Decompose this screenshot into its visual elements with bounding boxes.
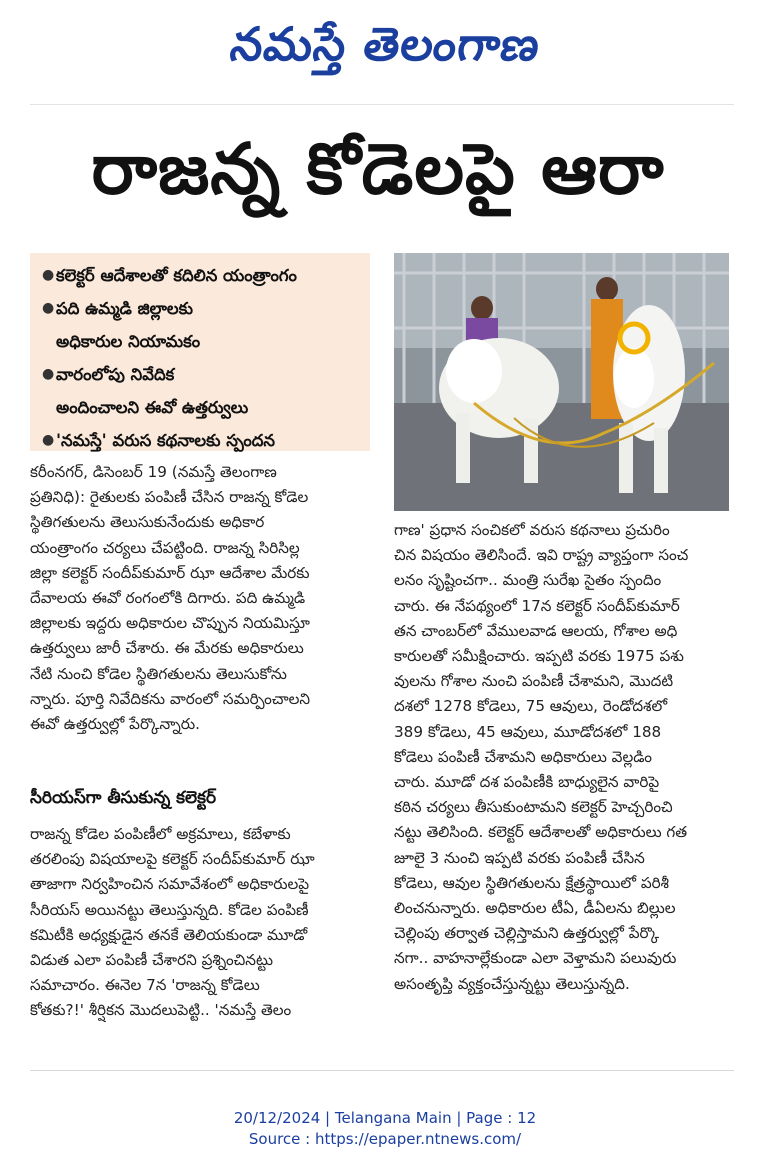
highlight-text: కలెక్టర్ ఆదేశాలతో కదిలిన యంత్రాంగం — [56, 266, 297, 285]
article-line: రాజన్న కోడెల పంపిణీలో అక్రమాలు, కబేళాకు — [30, 825, 291, 843]
article-line: కారులతో సమీక్షించారు. ఇప్పటి వరకు 1975 పశు — [394, 647, 684, 666]
article-line: దేవాలయ ఈవో రంగంలోకి దిగారు. పది ఉమ్మడి — [30, 589, 306, 608]
highlight-item — [42, 292, 360, 325]
bullet-icon: ● — [42, 267, 55, 283]
article-line: కోతకు?!' శీర్షికన మొదలుపెట్టి.. 'నమస్తే తెలం — [30, 1001, 292, 1020]
cattle-photo-image — [394, 253, 729, 511]
article-line: తరలింపు విషయాలపై కలెక్టర్ సందీప్‌కుమార్ ఝా — [30, 850, 315, 869]
footer-source-line: Source : https://epaper.ntnews.com/ — [248, 1130, 522, 1148]
article-line: ప్రతినిధి): రైతులకు పంపిణీ చేసిన రాజన్న కోడెల — [30, 488, 309, 507]
highlight-text: పది ఉమ్మడి జిల్లాలకు — [56, 299, 193, 318]
highlight-text: అధికారుల నియామకం — [56, 332, 201, 351]
article-line: తన చాంబర్‌లో వేములవాడ ఆలయ, గోశాల అధి — [394, 621, 678, 640]
article-line: న్నారు. పూర్తి నివేదికను వారంలో సమర్పించాలని — [30, 689, 311, 708]
article-line: యంత్రాంగం చర్యలు చేపట్టింది. రాజన్న సిరిసిల్ల — [30, 538, 300, 557]
article-line: కఠిన చర్యలు తీసుకుంటామని కలెక్టర్ హెచ్చరించి — [394, 798, 673, 817]
highlight-item — [42, 391, 360, 424]
article-line: చెల్లింపు తర్వాత చెల్లిస్తామని ఉత్తర్వుల్లో పేర్కొ — [394, 924, 660, 943]
highlight-text: అందించాలని ఈవో ఉత్తర్వులు — [56, 398, 249, 417]
article-line: స్థితిగతులను తెలుసుకునేందుకు అధికార — [30, 513, 265, 532]
article-line: నేటి నుంచి కోడెల స్థితిగతులను తెలుసుకోను — [30, 664, 287, 683]
masthead — [0, 0, 770, 100]
cattle-photo — [394, 253, 729, 511]
article-line: ఉత్తర్వులు జారీ చేశారు. ఈ మేరకు అధికారులు — [30, 639, 304, 658]
article-line: చిన విషయం తెలిసిందే. ఇవి రాష్ట్ర వ్యాప్తంగా సంచ — [394, 546, 689, 565]
article-line: జిల్లాలకు ఇద్దరు అధికారుల చొప్పున నియమిస్తూ — [30, 614, 310, 633]
article-line: జిల్లా కలెక్టర్ సందీప్‌కుమార్ ఝా ఆదేశాల మేరకు — [30, 563, 310, 582]
highlight-text: 'నమస్తే' వరుస కథనాలకు స్పందన — [56, 431, 275, 450]
highlight-item — [42, 325, 360, 358]
article-column-1 — [30, 460, 370, 737]
article-line: కమిటీకి అధ్యక్షుడైన తనకే తెలియకుండా మూడో — [30, 925, 308, 944]
article-line: లనం సృష్టించగా.. మంత్రి సురేఖ సైతం స్పందిం — [394, 571, 662, 590]
subheading: సీరియస్‌గా తీసుకున్న కలెక్టర్ — [30, 788, 217, 808]
article-line: చారు. మూడో దశ పంపిణీకి బాధ్యులైన వారిపై — [394, 773, 660, 792]
masthead-divider — [30, 104, 734, 105]
article-line: కరీంనగర్, డిసెంబర్ 19 (నమస్తే తెలంగాణ — [30, 463, 277, 481]
footer — [0, 1108, 770, 1150]
article-line: దశలో 1278 కోడెలు, 75 ఆవులు, రెండోదశలో — [394, 697, 668, 716]
article-line: నగా.. వాహనాల్లేకుండా ఎలా వెళ్తామని పలువురు — [394, 949, 677, 968]
article-line: విడుత ఎలా పంపిణీ చేశారని ప్రశ్నించినట్టు — [30, 951, 273, 970]
article-line: గాణ' ప్రధాన సంచికలో వరుస కథనాలు ప్రచురిం — [394, 521, 670, 539]
footer-divider — [30, 1070, 734, 1071]
article-line: కోడెలు, ఆవుల స్థితిగతులను క్షేత్రస్థాయిలో పరిశీ — [394, 873, 670, 892]
bullet-icon: ● — [42, 432, 55, 448]
highlights-box — [30, 253, 370, 451]
article-column-1-continued — [30, 822, 370, 1024]
article-line: అసంతృప్తి వ్యక్తంచేస్తున్నట్టు తెలుస్తున్నది. — [394, 974, 630, 993]
article-column-2 — [394, 518, 729, 997]
footer-date-line: 20/12/2024 | Telangana Main | Page : 12 — [233, 1109, 537, 1127]
article-line: 389 కోడెలు, 45 ఆవులు, మూడోదశలో 188 — [394, 722, 662, 741]
highlights-list — [42, 259, 360, 457]
article-line: చారు. ఈ నేపథ్యంలో 17న కలెక్టర్ సందీప్‌కుమార్ — [394, 596, 680, 615]
article-line: తాజాగా నిర్వహించిన సమావేశంలో అధికారులపై — [30, 875, 310, 894]
article-line: లించనున్నారు. అధికారుల టీఏ, డీఏలను బిల్లుల — [394, 899, 676, 918]
bullet-icon: ● — [42, 366, 55, 382]
bullet-icon: ● — [42, 300, 55, 316]
highlight-item — [42, 424, 360, 457]
article-line: నట్టు తెలిసింది. కలెక్టర్ ఆదేశాలతో అధికారులు గత — [394, 823, 688, 842]
highlight-item — [42, 259, 360, 292]
article-line: కోడెలు పంపిణీ చేశామని అధికారులు వెల్లడిం — [394, 747, 652, 766]
article-line: సమాచారం. ఈనెల 7న 'రాజన్న కోడెలు — [30, 976, 260, 995]
article-line: జూలై 3 నుంచి ఇప్పటి వరకు పంపిణీ చేసిన — [394, 848, 645, 867]
article-line: సీరియస్ అయినట్టు తెలుస్తున్నది. కోడెల పంపిణీ — [30, 900, 309, 919]
masthead-title: నమస్తే తెలంగాణ — [227, 17, 545, 71]
highlight-text: వారంలోపు నివేదిక — [56, 365, 175, 384]
headline: రాజన్న కోడెలపై ఆరా — [91, 127, 665, 210]
article-line: వులను గోశాల నుంచి పంపిణీ చేశామని, మొదటి — [394, 672, 674, 691]
highlight-item — [42, 358, 360, 391]
article-line: ఈవో ఉత్తర్వుల్లో పేర్కొన్నారు. — [30, 715, 200, 734]
